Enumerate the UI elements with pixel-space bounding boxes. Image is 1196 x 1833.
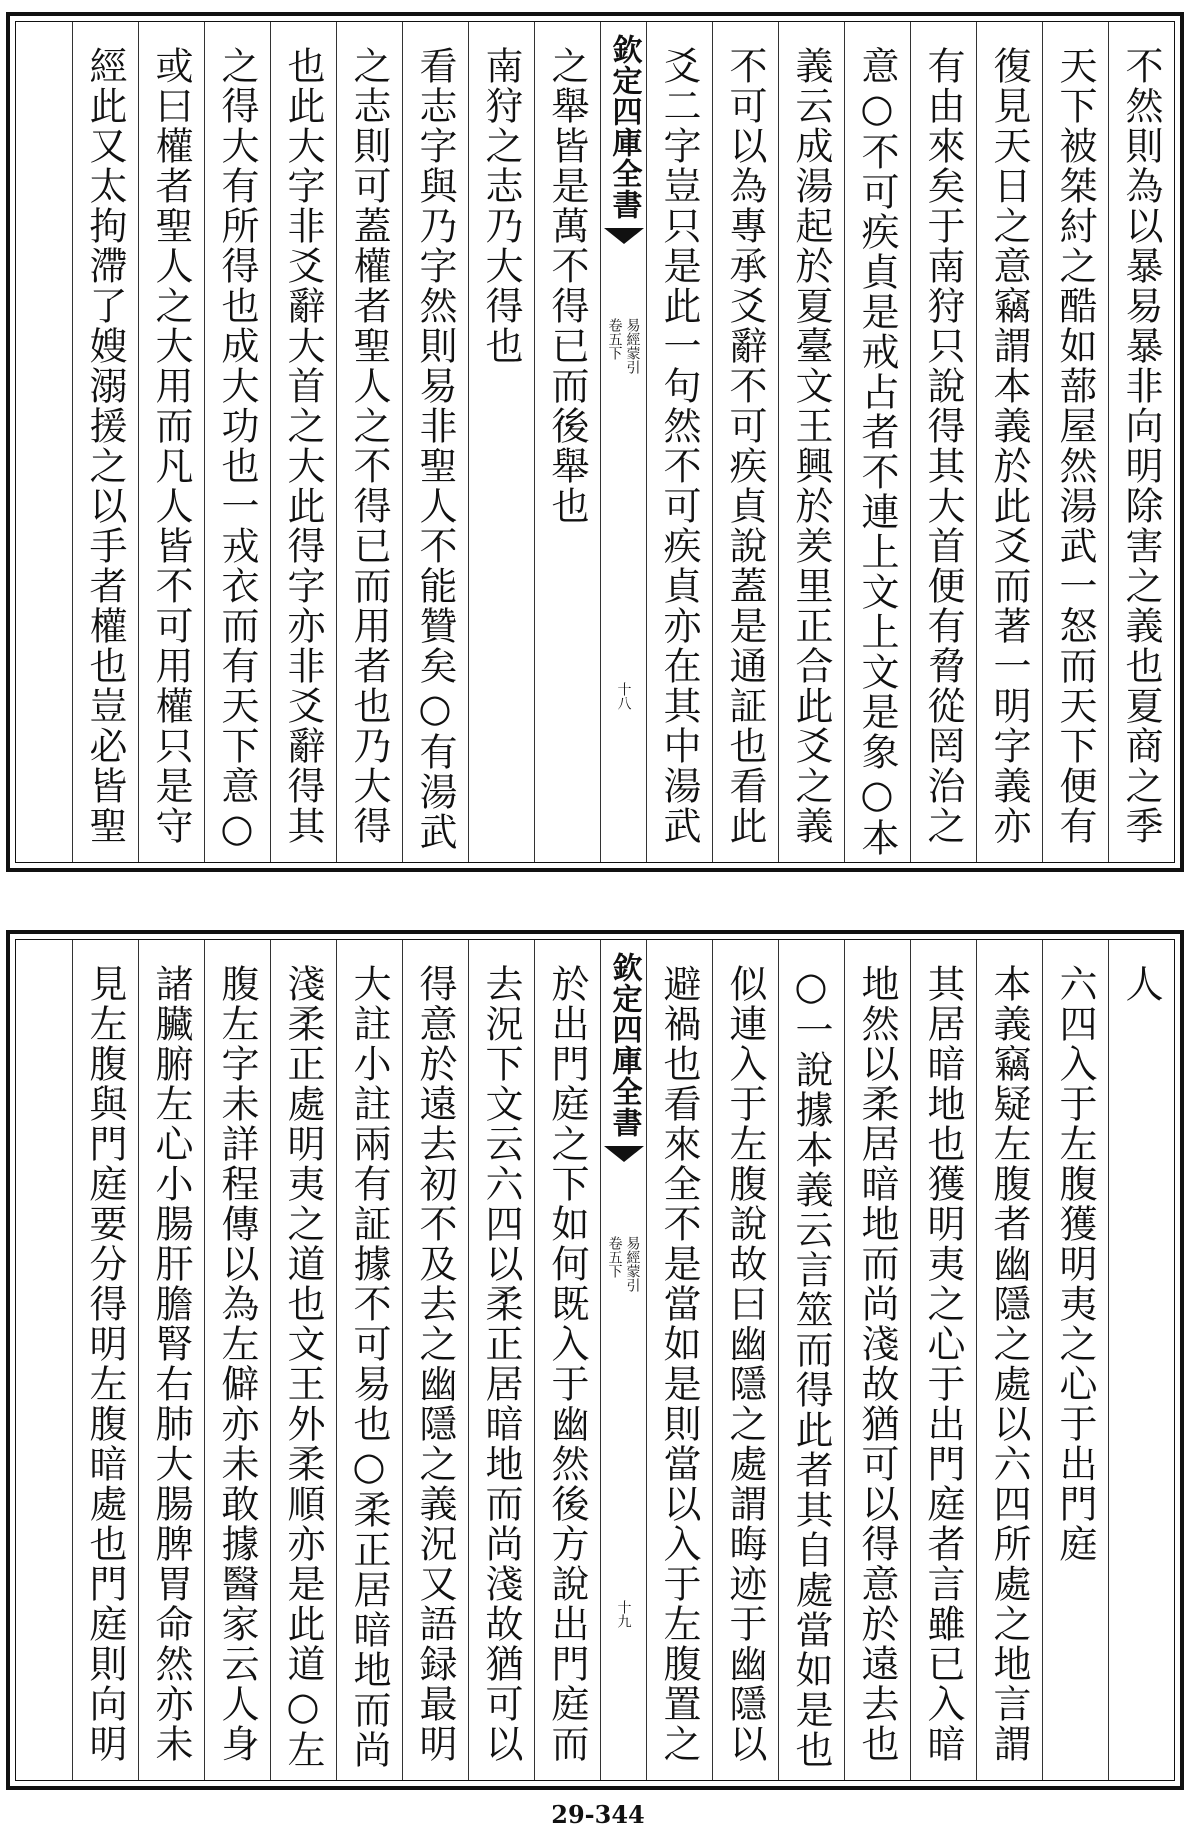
- text-column: 經此又太拘滯了嫂溺援之以手者權也豈必皆聖: [72, 22, 138, 862]
- text-column: 得意於遠去初不及去之幽隱之義況又語録最明: [402, 940, 468, 1780]
- gutter-book-info: [607, 318, 641, 374]
- gutter-volume: 卷五下: [606, 318, 623, 360]
- text-column: 避禍也看來全不是當如是則當以入于左腹置之: [646, 940, 712, 1780]
- fish-tail-mark-icon: [604, 228, 644, 244]
- text-column: 地然以柔居暗地而尚淺故猶可以得意於遠去也: [844, 940, 910, 1780]
- gutter-book-info: [607, 1236, 641, 1292]
- text-column: 也此大字非爻辭大首之大此得字亦非爻辭得其: [270, 22, 336, 862]
- text-column: 諸臟腑左心小腸肝膽腎右肺大腸脾胃命然亦未: [138, 940, 204, 1780]
- page-number: 29-344: [551, 1800, 645, 1829]
- gutter-volume: 卷五下: [606, 1236, 623, 1278]
- text-column: 其居暗地也獲明夷之心于出門庭者言雖已入暗: [910, 940, 976, 1780]
- text-column: 或曰權者聖人之大用而凡人皆不可用權只是守: [138, 22, 204, 862]
- center-gutter: [600, 22, 646, 862]
- text-column: 有由來矣于南狩只說得其大首便有脅從罔治之: [910, 22, 976, 862]
- text-column: 之得大有所得也成大功也一戎衣而有天下意○: [204, 22, 270, 862]
- gutter-title: 欽定四庫全書: [606, 952, 642, 1138]
- text-column: 復見天日之意竊謂本義於此爻而著一明字義亦: [976, 22, 1042, 862]
- text-column: 南狩之志乃大得也: [468, 22, 534, 862]
- text-column: 意○不可疾貞是戒占者不連上文上文是象○本: [844, 22, 910, 862]
- text-column: 於出門庭之下如何既入于幽然後方說出門庭而: [534, 940, 600, 1780]
- text-column: 天下被桀紂之酷如蔀屋然湯武一怒而天下便有: [1042, 22, 1108, 862]
- text-column: 六四入于左腹獲明夷之心于出門庭: [1042, 940, 1108, 1780]
- text-column: 本義竊疑左腹者幽隱之處以六四所處之地言謂: [976, 940, 1042, 1780]
- text-column: 之志則可蓋權者聖人之不得已而用者也乃大得: [336, 22, 402, 862]
- text-column: 大註小註兩有証據不可易也○柔正居暗地而尚: [336, 940, 402, 1780]
- text-column: ○一說據本義云言筮而得此者其自處當如是也: [778, 940, 844, 1780]
- text-column: 之舉皆是萬不得已而後舉也: [534, 22, 600, 862]
- gutter-folio: 十九: [615, 1600, 632, 1628]
- gutter-book-name: 易經蒙引: [624, 1236, 641, 1292]
- lower-page-frame: [15, 939, 1175, 1781]
- gutter-folio: 十八: [615, 682, 632, 710]
- center-gutter: [600, 940, 646, 1780]
- gutter-book-name: 易經蒙引: [624, 318, 641, 374]
- text-column: 似連入于左腹說故曰幽隱之處謂晦迹于幽隱以: [712, 940, 778, 1780]
- text-column: 見左腹與門庭要分得明左腹暗處也門庭則向明: [72, 940, 138, 1780]
- gutter-title: 欽定四庫全書: [606, 34, 642, 220]
- text-column: 人: [1108, 940, 1174, 1780]
- lower-page: [6, 930, 1184, 1790]
- text-column: 不可以為專承爻辭不可疾貞說蓋是通証也看此: [712, 22, 778, 862]
- text-column: 不然則為以暴易暴非向明除害之義也夏商之季: [1108, 22, 1174, 862]
- text-column: 義云成湯起於夏臺文王興於羑里正合此爻之義: [778, 22, 844, 862]
- text-column: 爻二字豈只是此一句然不可疾貞亦在其中湯武: [646, 22, 712, 862]
- text-column: 淺柔正處明夷之道也文王外柔順亦是此道○左: [270, 940, 336, 1780]
- upper-page: [6, 12, 1184, 872]
- text-column: 腹左字未詳程傳以為左僻亦未敢據醫家云人身: [204, 940, 270, 1780]
- text-column: 去況下文云六四以柔正居暗地而尚淺故猶可以: [468, 940, 534, 1780]
- upper-page-frame: [15, 21, 1175, 863]
- fish-tail-mark-icon: [604, 1146, 644, 1162]
- text-column: 看志字與乃字然則易非聖人不能贊矣○有湯武: [402, 22, 468, 862]
